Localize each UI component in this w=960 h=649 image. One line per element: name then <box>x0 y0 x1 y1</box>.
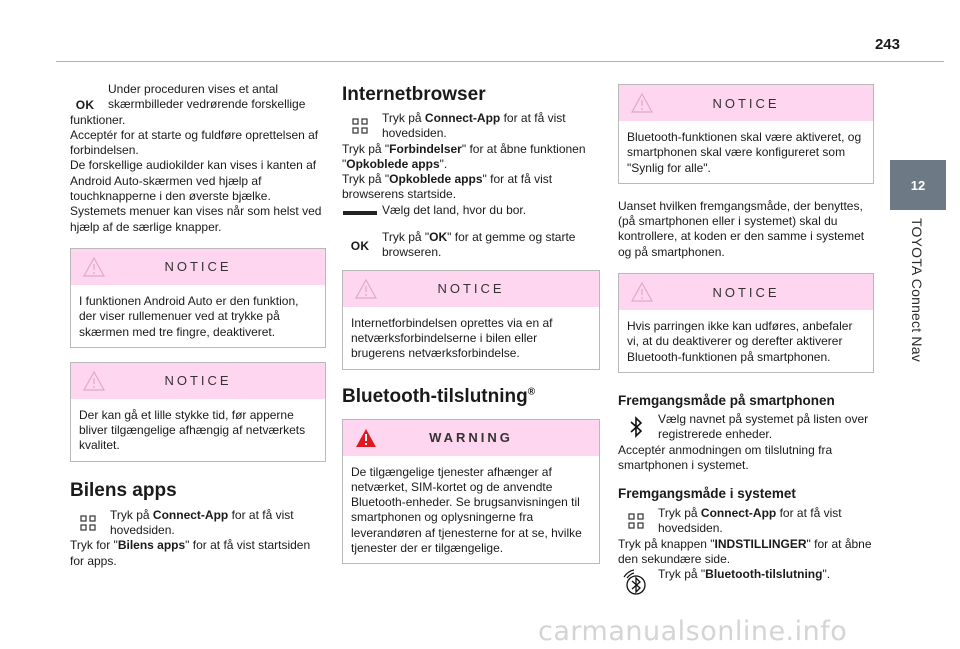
page-number: 243 <box>874 36 900 53</box>
apps-grid-icon <box>70 512 106 534</box>
notice-body: I funktionen Android Auto er den funktion, der viser rullemenuer ved at trykke på skærmen med tre fingre, deaktiveret. <box>79 293 299 339</box>
connect-app-step: Tryk på Connect-App for at få vist hovedsiden. <box>70 508 326 539</box>
notice-box <box>342 270 600 370</box>
warning-triangle-icon <box>355 428 377 448</box>
chapter-title: TOYOTA Connect Nav <box>909 218 925 362</box>
notice-title: NOTICE <box>164 259 232 275</box>
warning-body: De tilgængelige tjenester afhænger af netværket, SIM-kortet og de anvendte Bluetooth-enheder. Se brugsanvisningen til smartphonen og oplysningerne fra leverandøren af tjenesterne for at se, hvilke tjenester der er tilgængelige. <box>351 464 582 556</box>
caution-triangle-icon <box>83 257 105 277</box>
bluetooth-connect-step: Tryk på "Bluetooth-tilslutning". <box>618 567 874 582</box>
section-title-system: Fremgangsmåde i systemet <box>618 486 796 502</box>
smartphone-accept-text: Acceptér anmodningen om tilslutning fra smartphonen i systemet. <box>618 442 833 472</box>
notice-body: Internetforbindelsen oprettes via en af netværksforbindelserne i bilen eller brugerens netværksforbindelse. <box>351 315 553 361</box>
bilens-apps-step: Tryk for "Bilens apps" for at få vist startsiden for apps. <box>70 538 311 568</box>
country-step: Vælg det land, hvor du bor. <box>342 203 600 218</box>
connect-app-step: Tryk på Connect-App for at få vist hovedsiden. <box>618 506 874 537</box>
chapter-tab[interactable] <box>890 160 946 210</box>
chapter-side-label <box>895 218 935 488</box>
accept-text: Acceptér for at starte og fuldføre oprettelsen af forbindelsen. <box>70 127 319 158</box>
warning-title: WARNING <box>429 430 513 446</box>
ok-icon: OK <box>75 98 95 112</box>
caution-triangle-icon <box>355 279 377 299</box>
watermark: carmanualsonline.info <box>538 616 848 647</box>
ok-step <box>70 82 326 113</box>
ok-step: OK Tryk på "OK" for at gemme og starte browseren. <box>342 230 600 261</box>
menus-text: Systemets menuer kan vises når som helst ved hjælp af de særlige knapper. <box>70 204 322 234</box>
code-check-text: Uanset hvilken fremgangsmåde, der benyttes, (på smartphonen eller i systemet) skal du kontrollere, at koden er den samme i systemet og på smartphonen. <box>618 198 865 259</box>
notice-box <box>618 273 874 373</box>
bluetooth-wireless-icon <box>618 568 654 598</box>
scroll-bar-icon <box>342 206 378 220</box>
intro-text: Under proceduren vises et antal skærmbilleder vedrørende forskellige <box>108 82 306 112</box>
section-title-smartphone: Fremgangsmåde på smartphonen <box>618 392 835 408</box>
section-title-internetbrowser: Internetbrowser <box>342 84 486 105</box>
smartphone-step: Vælg navnet på systemet på listen over registrerede enheder. <box>618 412 874 443</box>
apps-grid-icon <box>618 510 654 532</box>
warning-box <box>342 419 600 565</box>
notice-title: NOTICE <box>437 281 505 297</box>
chapter-number: 12 <box>910 177 926 193</box>
section-title-bluetooth: Bluetooth-tilslutning® <box>342 385 536 407</box>
opkoblede-apps-step: Tryk på "Opkoblede apps" for at få vist browserens startside. <box>342 172 553 202</box>
bluetooth-icon <box>618 416 654 438</box>
notice-box <box>618 84 874 184</box>
intro-text-cont: funktioner. <box>70 112 126 127</box>
audio-sources-text: De forskellige audiokilder kan vises i kanten af Android Auto-skærmen ved hjælp af touchknapperne i den øverste bjælke. <box>70 158 317 204</box>
section-title-bilens-apps: Bilens apps <box>70 479 177 501</box>
forbindelser-step: Tryk på "Forbindelser" for at åbne funktionen "Opkoblede apps". <box>342 141 586 171</box>
caution-triangle-icon <box>631 93 653 113</box>
settings-step: Tryk på knappen "INDSTILLINGER" for at åbne den sekundære side. <box>618 536 872 567</box>
notice-title: NOTICE <box>164 373 232 389</box>
caution-triangle-icon <box>83 371 105 391</box>
notice-title: NOTICE <box>712 284 780 300</box>
notice-title: NOTICE <box>712 95 780 111</box>
column-1 <box>70 82 326 569</box>
notice-box <box>70 362 326 462</box>
top-rule <box>56 61 944 62</box>
notice-box <box>70 248 326 348</box>
column-3 <box>618 82 874 583</box>
apps-grid-icon <box>342 115 378 137</box>
ok-icon: OK <box>350 239 370 254</box>
notice-body: Bluetooth-funktionen skal være aktiveret, og smartphonen skal være konfigureret som "Synlig for alle". <box>627 130 862 175</box>
notice-body: Hvis parringen ikke kan udføres, anbefaler vi, at du deaktiverer og derefter aktiverer Bluetooth-funktionen på smartphonen. <box>627 319 853 364</box>
notice-body: Der kan gå et lille stykke tid, før apperne bliver tilgængelige afhængig af netværkets kvalitet. <box>79 407 306 453</box>
connect-app-step: Tryk på Connect-App for at få vist hovedsiden. <box>342 111 600 142</box>
caution-triangle-icon <box>631 282 653 302</box>
column-2 <box>342 82 600 564</box>
